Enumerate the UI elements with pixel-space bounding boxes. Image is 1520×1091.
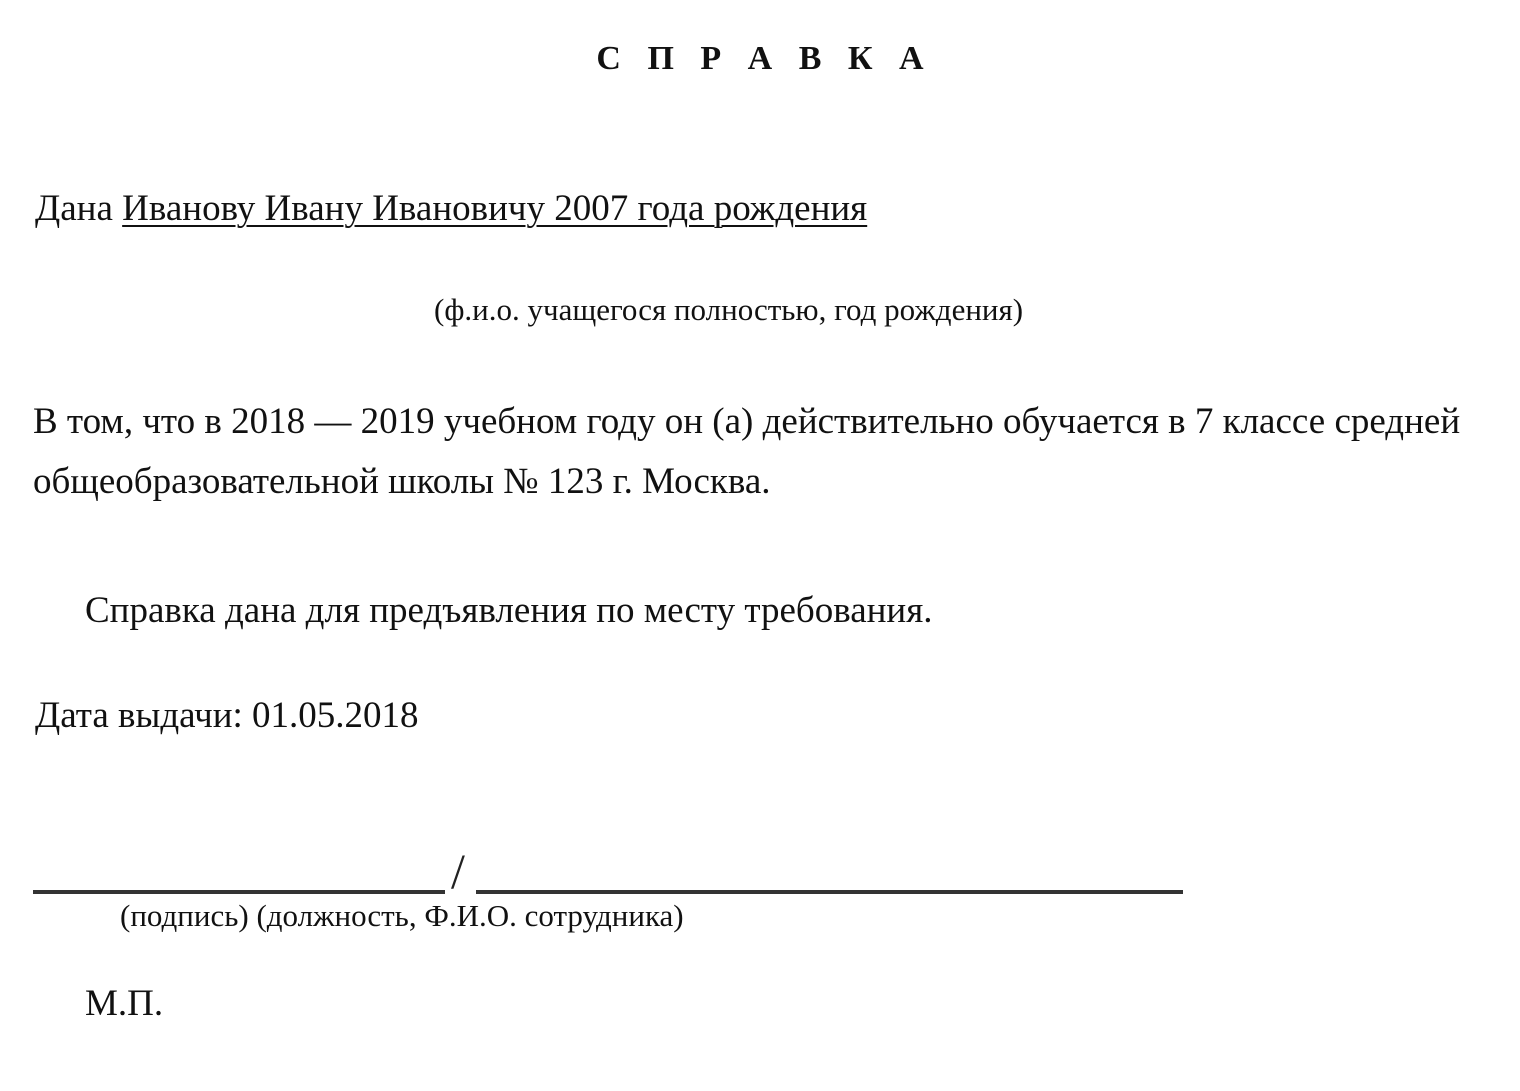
signature-separator-slash: / bbox=[451, 843, 465, 899]
signature-caption: (подпись) (должность, Ф.И.О. сотрудника) bbox=[120, 898, 684, 933]
stamp-place-mark: М.П. bbox=[85, 983, 164, 1024]
student-name-caption: (ф.и.о. учащегося полностью, год рождения) bbox=[434, 292, 1024, 327]
student-name-value: Иванову Ивану Ивановичу 2007 года рождения bbox=[122, 188, 868, 229]
given-to-line bbox=[35, 190, 867, 227]
given-to-prefix: Дана bbox=[35, 188, 123, 229]
signature-rule-left bbox=[33, 890, 445, 894]
issue-date-line: Дата выдачи: 01.05.2018 bbox=[35, 695, 419, 736]
document-title: С П Р А В К А bbox=[596, 40, 933, 77]
body-paragraph: В том, что в 2018 — 2019 учебном году он (а) действительно обучается в 7 классе средней общеобразовательной школы № 123 г. Москва. bbox=[33, 401, 1461, 502]
signature-rule-right bbox=[476, 890, 1183, 894]
signature-row bbox=[33, 838, 1193, 899]
purpose-line: Справка дана для предъявления по месту требования. bbox=[85, 590, 933, 631]
